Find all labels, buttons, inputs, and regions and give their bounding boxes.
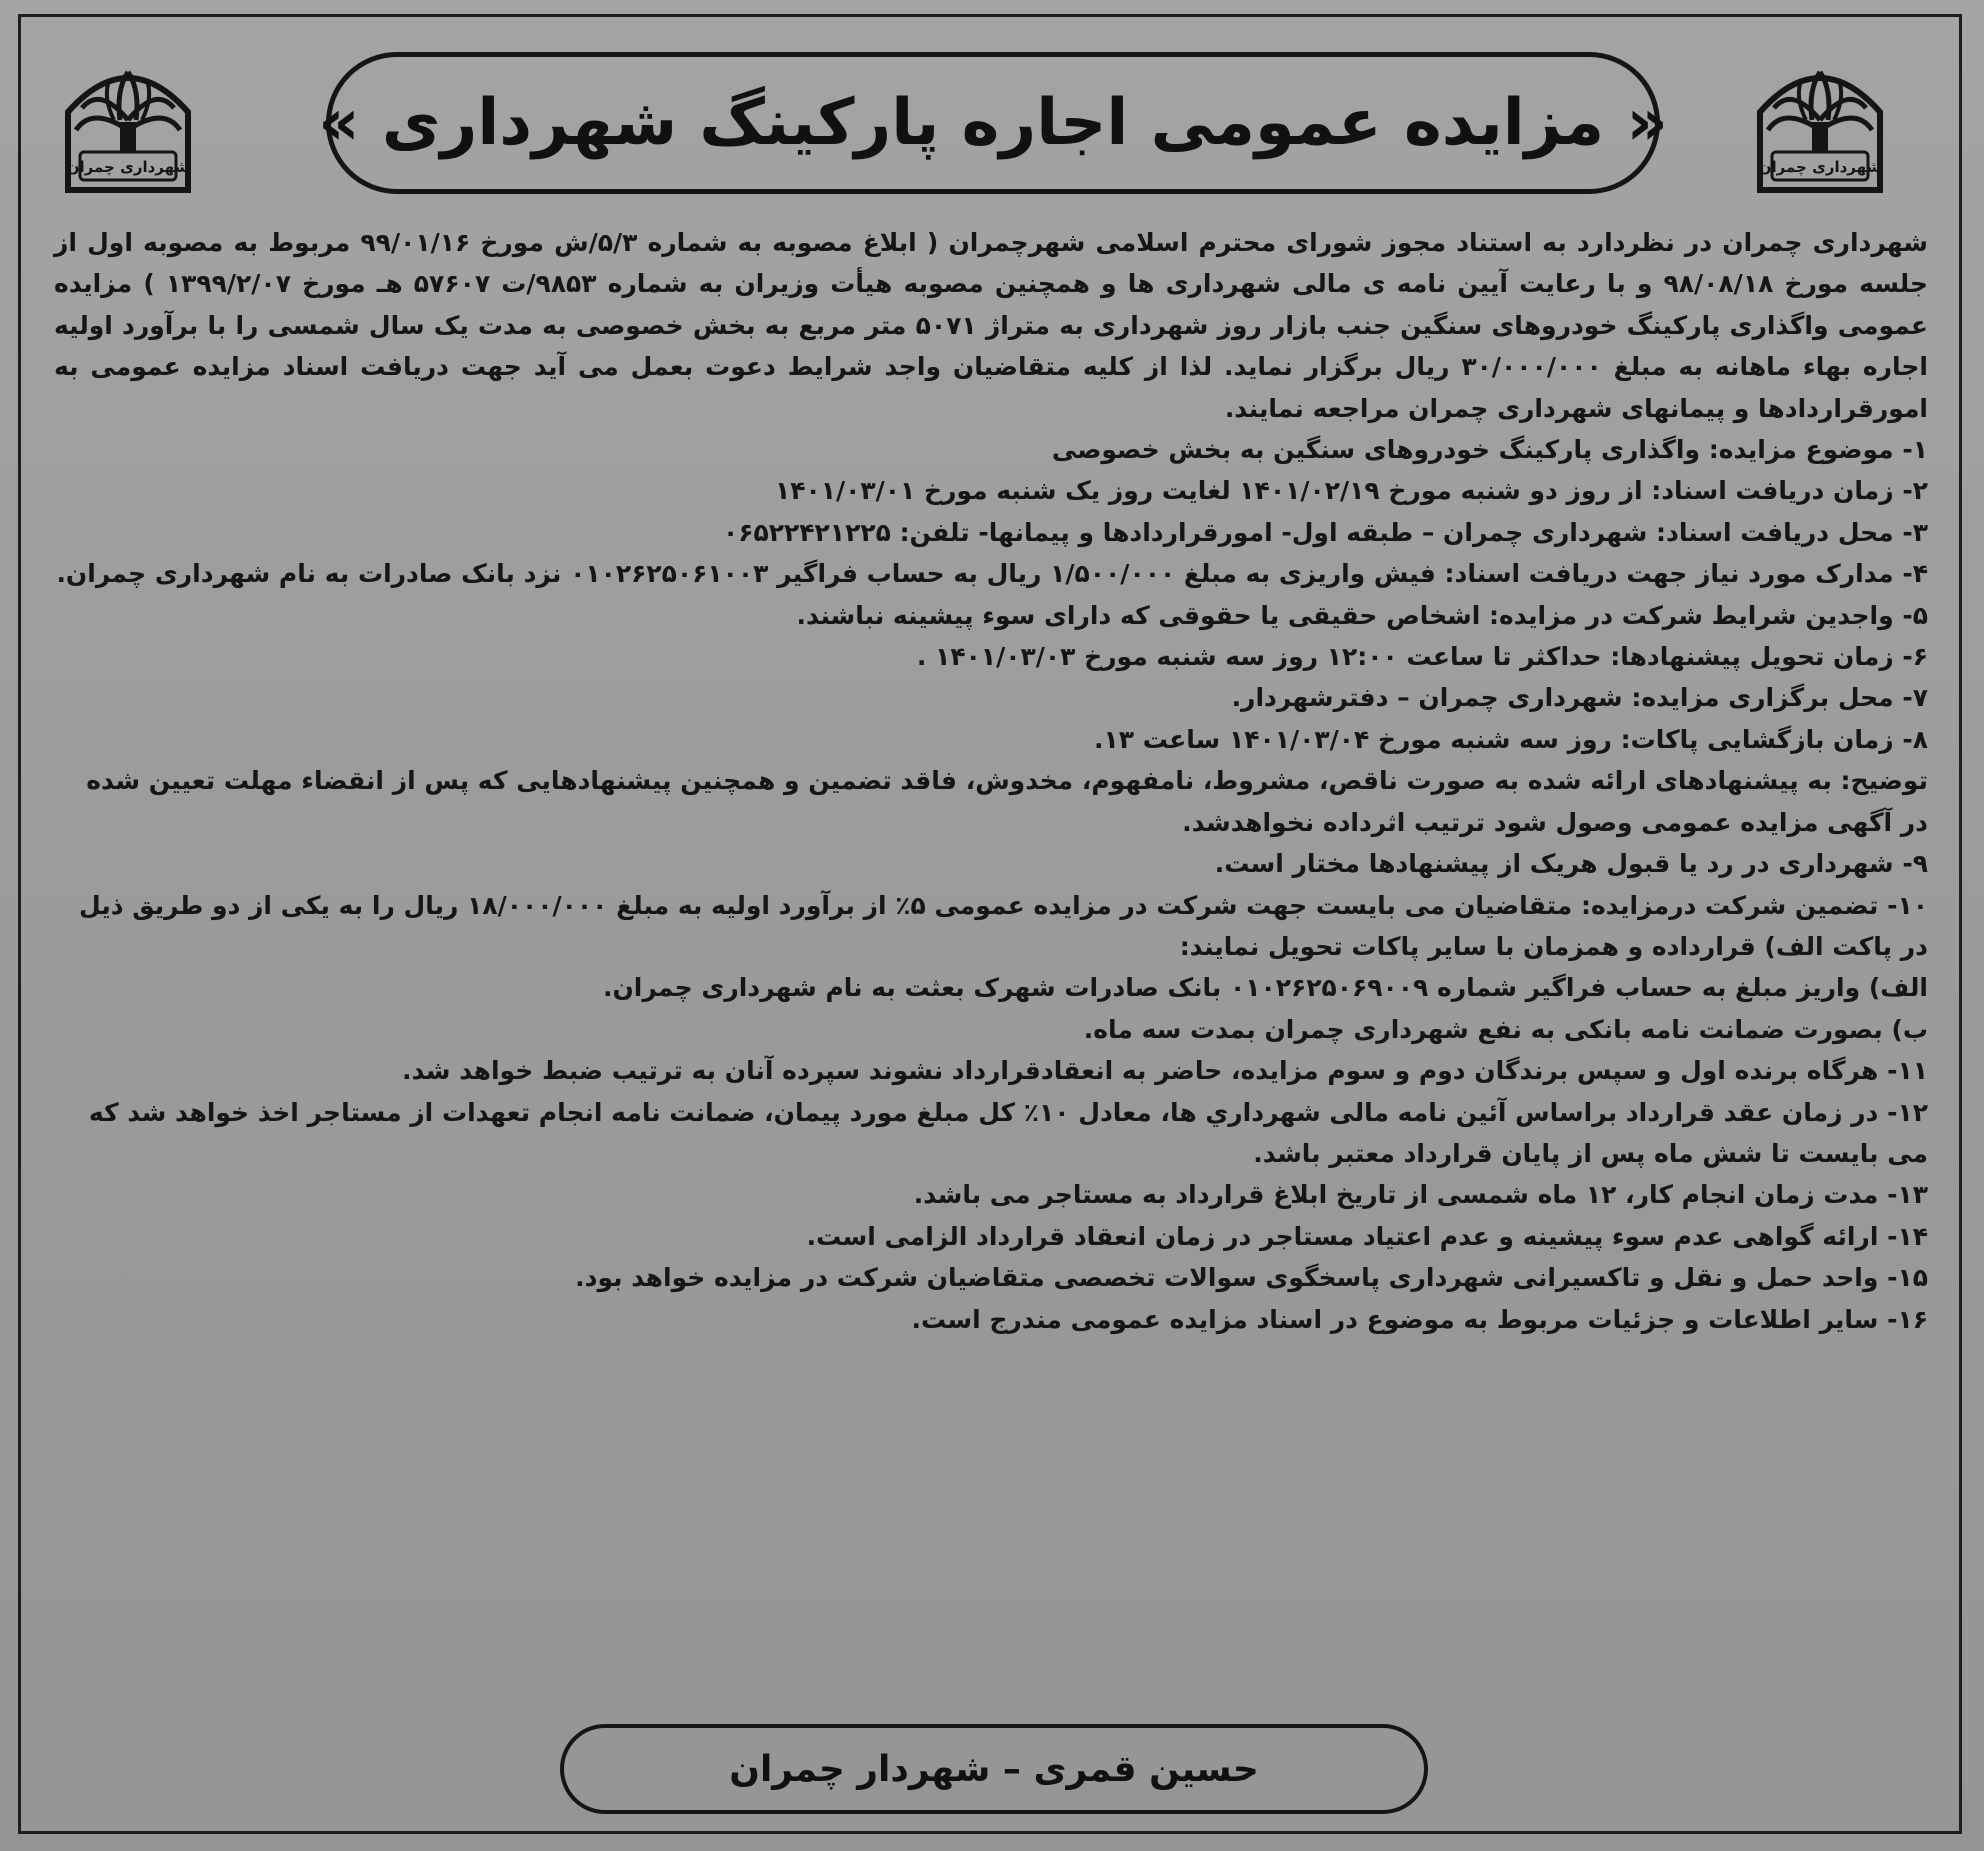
item-11: ۱۱- هرگاه برنده اول و سپس برندگان دوم و سوم مزایده، حاضر به انعقادقرارداد نشوند سپرده آنان به ترتیب ضبط خواهد شد. (401, 1056, 1928, 1086)
item-10: ۱۰- تضمین شرکت درمزایده: متقاضیان می بایست جهت شرکت در مزایده عمومی ۵٪ از برآورد اولیه به مبلغ ۱۸/۰۰۰/۰۰۰ ریال را به یکی از دو طریق ذیل در پاکت الف) قرارداده و همزمان با سایر پاکات تحویل نمایند: (79, 890, 1928, 961)
item-16: ۱۶- سایر اطلاعات و جزئیات مربوط به موضوع در اسناد مزایده عمومی مندرج است. (911, 1304, 1928, 1334)
notice-title: « مزایده عمومی اجاره پارکینگ شهرداری » (318, 86, 1668, 160)
item-4: ۴- مدارک مورد نیاز جهت دریافت اسناد: فیش واریزی به مبلغ ۱/۵۰۰/۰۰۰ ریال به حساب فراگیر ۰۱۰۲۶۲۵۰۶۱۰۰۳ نزد بانک صادرات به نام شهرداری چمران. (56, 559, 1928, 589)
item-5: ۵- واجدین شرایط شرکت در مزایده: اشخاص حقیقی یا حقوقی که دارای سوء پیشینه نباشند. (796, 600, 1928, 630)
logo-text: شهرداری چمران (1758, 158, 1882, 176)
mayor-signature: حسین قمری – شهردار چمران (729, 1748, 1259, 1790)
item-10-option-b: ب) بصورت ضمانت نامه بانکی به نفع شهرداری چمران بمدت سه ماه. (1083, 1014, 1928, 1044)
item-14: ۱۴- ارائه گواهی عدم سوء پیشینه و عدم اعتیاد مستاجر در زمان انعقاد قرارداد الزامی است. (806, 1221, 1928, 1251)
signature-banner (560, 1724, 1428, 1814)
title-banner (318, 52, 1668, 194)
note-paragraph: توضیح: به پیشنهادهای ارائه شده به صورت ناقص، مشروط، نامفهوم، مخدوش، فاقد تضمین و همچنین پیشنهادهایی که پس از انقضاء مهلت تعیین شده در آگهی مزایده عمومی وصول شود ترتیب اثرداده نخواهدشد. (86, 766, 1928, 837)
municipality-emblem-icon (58, 50, 198, 200)
item-10-option-a: الف) واریز مبلغ به حساب فراگیر شماره ۰۱۰۲۶۲۵۰۶۹۰۰۹ بانک صادرات شهرک بعثت به نام شهرداری چمران. (602, 973, 1928, 1003)
municipality-emblem-icon (1750, 50, 1890, 200)
item-12: ۱۲- در زمان عقد قرارداد براساس آئین نامه مالی شهرداري ها، معادل ۱۰٪ کل مبلغ مورد پیمان، ضمانت نامه انجام تعهدات از مستاجر اخذ خواهد شد که می بایست تا شش ماه پس از پایان قرارداد معتبر باشد. (88, 1097, 1928, 1168)
item-13: ۱۳- مدت زمان انجام کار، ۱۲ ماه شمسی از تاریخ ابلاغ قرارداد به مستاجر می باشد. (913, 1180, 1928, 1210)
item-7: ۷- محل برگزاری مزایده: شهرداری چمران – دفترشهردار. (1231, 683, 1928, 713)
item-9: ۹- شهرداری در رد یا قبول هریک از پیشنهادها مختار است. (1214, 849, 1928, 879)
intro-paragraph: شهرداری چمران در نظردارد به استناد مجوز شورای محترم اسلامی شهرچمران ( ابلاغ مصوبه به شماره ۵/۳/ش مورخ ۹۹/۰۱/۱۶ مربوط به مصوبه اول از جلسه مورخ ۹۸/۰۸/۱۸ و با رعایت آیین نامه ی مالی شهرداری ها و همچنین مصوبه هیأت وزیران به شماره ۹۸۵۳/ت ۵۷۶۰۷ هـ مورخ ۱۳۹۹/۲/۰۷ ) مزایده عمومی واگذاری پارکینگ خودروهای سنگین جنب بازار روز شهرداری به متراژ ۵۰۷۱ متر مربع به بخش خصوصی به مدت یک سال شمسی را با برآورد اولیه اجاره بهاء ماهانه به مبلغ ۳۰/۰۰۰/۰۰۰ ریال برگزار نماید. لذا از کلیه متقاضیان واجد شرایط دعوت بعمل می آید جهت دریافت اسناد مزایده عمومی به امورقراردادها و پیمانهای شهرداری چمران مراجعه نمایند. (54, 228, 1928, 423)
item-8: ۸- زمان بازگشایی پاکات: روز سه شنبه مورخ ۱۴۰۱/۰۳/۰۴ ساعت ۱۳. (1094, 724, 1928, 754)
notice-body (54, 222, 1928, 1340)
logo-text: شهرداری چمران (66, 158, 190, 176)
item-1: ۱- موضوع مزایده: واگذاری پارکینگ خودروهای سنگین به بخش خصوصی (1051, 435, 1928, 465)
item-2: ۲- زمان دریافت اسناد: از روز دو شنبه مورخ ۱۴۰۱/۰۲/۱۹ لغایت روز یک شنبه مورخ ۱۴۰۱/۰۳/۰۱ (774, 476, 1928, 506)
item-3: ۳- محل دریافت اسناد: شهرداری چمران – طبقه اول- امورقراردادها و پیمانها- تلفن: ۰۶۵۲۲۴۲۱۲۲۵ (723, 517, 1928, 547)
item-15: ۱۵- واحد حمل و نقل و تاکسیرانی شهرداری پاسخگوی سوالات تخصصی متقاضیان شرکت در مزایده خواهد بود. (575, 1263, 1928, 1293)
item-6: ۶- زمان تحویل پیشنهادها: حداکثر تا ساعت ۱۲:۰۰ روز سه شنبه مورخ ۱۴۰۱/۰۳/۰۳ . (916, 642, 1928, 672)
